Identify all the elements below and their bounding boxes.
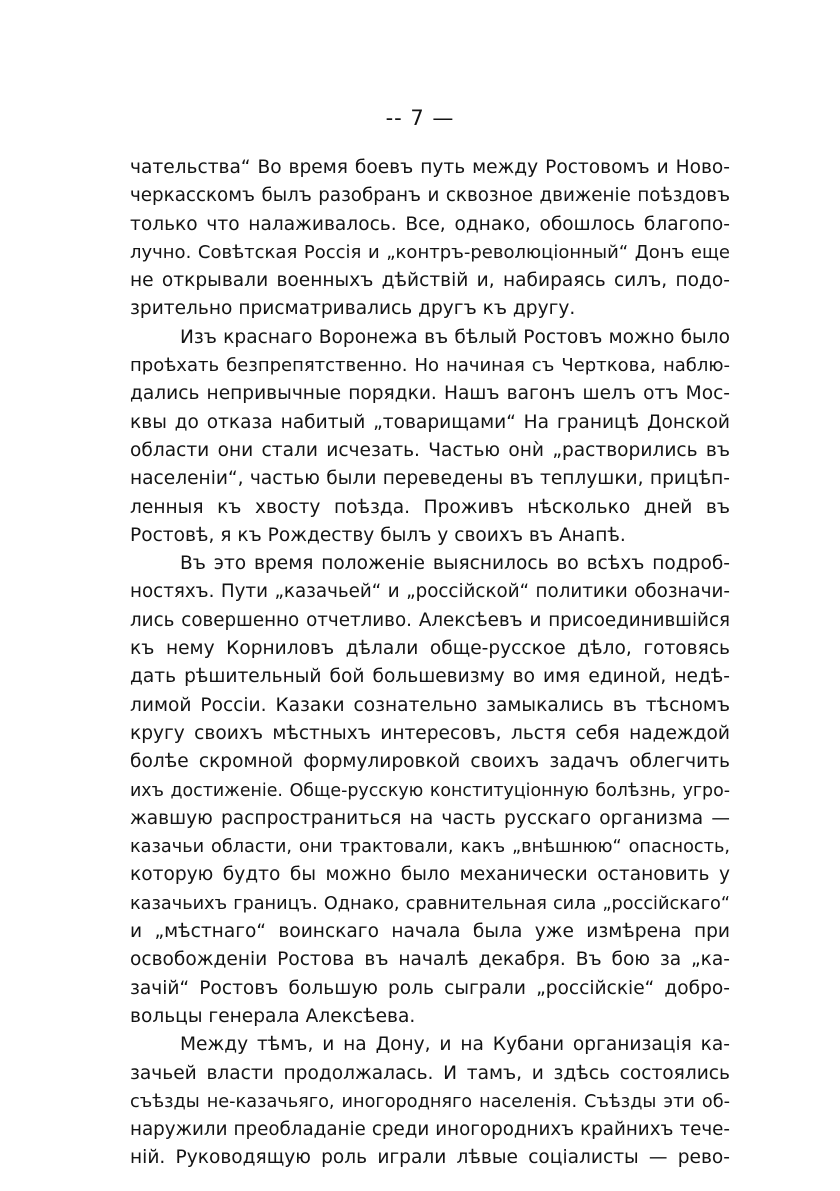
text-line: лимой Россiи. Казаки сознательно замыкались въ тѣсномъ bbox=[130, 694, 730, 716]
text-line: наружили преобладанiе среди иногороднихъ крайнихъ тече- bbox=[130, 1119, 730, 1141]
text-line: проѣхать безпрепятственно. Но начиная съ Черткова, наблю- bbox=[130, 355, 730, 377]
paragraph-4 bbox=[130, 1031, 730, 1172]
text-line: зрительно присматривались другъ къ другу. bbox=[130, 298, 576, 320]
text-line: черкасскомъ былъ разобранъ и сквозное движенiе поѣздовъ bbox=[130, 185, 730, 207]
text-line: не открывали военныхъ дѣйствiй и, набираясь силъ, подо- bbox=[130, 270, 730, 292]
paragraph-1 bbox=[130, 154, 730, 324]
text-line: болѣе скромной формулировкой своихъ задачъ облегчить bbox=[130, 751, 730, 773]
paragraph-2 bbox=[130, 324, 730, 550]
text-line: Между тѣмъ, и на Дону, и на Кубани организацiя ка- bbox=[180, 1034, 730, 1056]
text-line: лись совершенно отчетливо. Алексѣевъ и присоединившiйся bbox=[130, 609, 730, 631]
text-line: только что налаживалось. Все, однако, обошлось благопо- bbox=[130, 213, 730, 235]
text-line: казачьихъ границъ. Однако, сравнительная сила „россiйскаго“ bbox=[130, 893, 730, 914]
text-line: дались непривычные порядки. Нашъ вагонъ шелъ отъ Мос- bbox=[130, 383, 730, 405]
text-line: жавшую распространиться на часть русскаго организма — bbox=[130, 807, 730, 829]
text-line: квы до отказа набитый „товарищами“ На границѣ Донской bbox=[130, 411, 730, 433]
text-line: Ростовѣ, я къ Рождеству былъ у своихъ въ Анапѣ. bbox=[130, 524, 626, 546]
text-line: зачiй“ Ростовъ большую роль сыграли „россiйскiе“ добро- bbox=[130, 977, 730, 999]
paragraph-3 bbox=[130, 550, 730, 1031]
text-line: ностяхъ. Пути „казачьей“ и „россiйской“ политики обозначи- bbox=[130, 581, 730, 603]
text-line: области они стали исчезать. Частью онѝ „растворились въ bbox=[130, 439, 730, 461]
text-line: и „мѣстнаго“ воинскаго начала была уже измѣрена при bbox=[130, 921, 730, 943]
text-line: зачьей власти продолжалась. И тамъ, и здѣсь состоялись bbox=[130, 1062, 730, 1084]
body-text bbox=[130, 154, 730, 1173]
text-line: кругу своихъ мѣстныхъ интересовъ, льстя себя надеждой bbox=[130, 722, 730, 744]
text-line: къ нему Корниловъ дѣлали обще-русское дѣло, готовясь bbox=[130, 638, 730, 660]
text-line: Изъ краснаго Воронежа въ бѣлый Ростовъ можно было bbox=[180, 326, 730, 348]
page-number: -- 7 — bbox=[385, 106, 455, 130]
text-line: нiй. Руководящую роль играли лѣвые соцiалисты — рево- bbox=[130, 1147, 730, 1169]
text-line: чательства“ Во время боевъ путь между Ростовомъ и Ново- bbox=[130, 157, 730, 178]
text-line: Въ это время положенiе выяснилось во всѣхъ подроб- bbox=[180, 553, 730, 575]
text-line: казачьи области, они трактовали, какъ „внѣшнюю“ опасность, bbox=[130, 837, 730, 858]
text-line: ленныя къ хвосту поѣзда. Проживъ нѣсколько дней въ bbox=[130, 496, 730, 518]
text-line: вольцы генерала Алексѣева. bbox=[130, 1005, 416, 1027]
text-line: съѣзды не-казачьяго, иногородняго населенiя. Съѣзды эти об- bbox=[130, 1091, 730, 1112]
text-line: освобожденiи Ростова въ началѣ декабря. Въ бою за „ка- bbox=[130, 949, 730, 971]
text-line: которую будто бы можно было механически остановить у bbox=[130, 864, 730, 886]
text-line: лучно. Совѣтская Россiя и „контръ-революцiонный“ Донъ еще bbox=[130, 241, 730, 263]
text-line: населенiи“, частью были переведены въ теплушки, прицѣп- bbox=[130, 468, 730, 490]
text-line: ихъ достиженiе. Обще-русскую конституцiонную болѣзнь, угро- bbox=[130, 780, 730, 801]
text-line: дать рѣшительный бой большевизму во имя единой, недѣ- bbox=[130, 666, 730, 688]
